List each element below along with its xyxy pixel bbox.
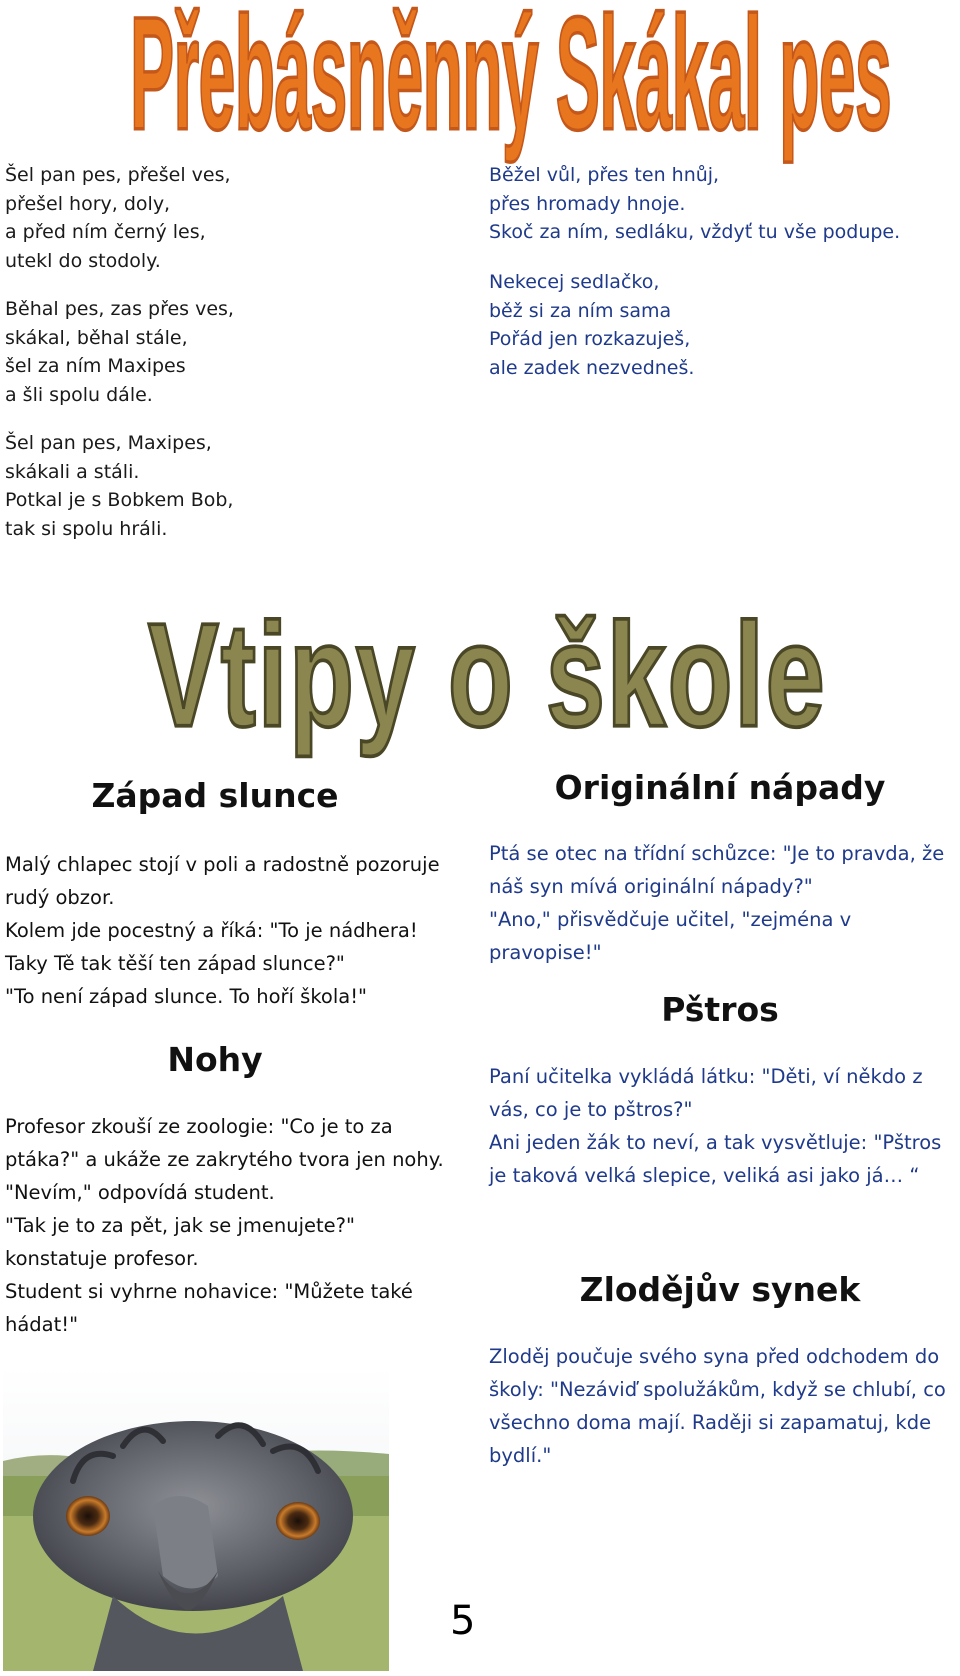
joke-heading-zapad-slunce: Západ slunce (91, 776, 339, 815)
joke-text-nohy: Profesor zkouší ze zoologie: "Co je to za ptáka?" a ukáže ze zakrytého tvora jen nohy. "Nevím," odpovídá student. "Tak je to za pět, jak se jmenujete?" konstatuje profesor. Student si vyhrne nohavice: "Můžete také hádat!" (5, 1115, 444, 1336)
page-number: 5 (450, 1598, 476, 1644)
joke-heading-pstros: Pštros (661, 990, 779, 1029)
joke-text-zlodejuv-synek: Zloděj poučuje svého syna před odchodem do školy: "Nezáviď spolužákům, když se chlubí, co všechno doma mají. Raději si zapamatuj, kde bydlí." (489, 1345, 946, 1467)
joke-heading-zlodejuv-synek: Zlodějův synek (579, 1270, 861, 1309)
poem-title: Přebásněnný Skákal pes (130, 0, 892, 164)
joke-heading-originalni-napady: Originální nápady (554, 768, 886, 807)
ostrich-photo (3, 1366, 389, 1671)
poem-stanza-4: Běžel vůl, přes ten hnůj, přes hromady hnoje. Skoč za ním, sedláku, vždyť tu vše podupe. (489, 164, 901, 243)
joke-text-originalni-napady: Ptá se otec na třídní schůzce: "Je to pravda, že náš syn mívá originální nápady?" "Ano," přisvědčuje učitel, "zejména v pravopise!" (489, 842, 945, 964)
poem-stanza-5: Nekecej sedlačko, běž si za ním sama Pořád jen rozkazuješ, ale zadek nezvedneš. (489, 271, 695, 379)
joke-text-pstros: Paní učitelka vykládá látku: "Děti, ví někdo z vás, co je to pštros?" Ani jeden žák to neví, a tak vysvětluje: "Pštros je taková velká slepice, veliká asi jako já… “ (489, 1065, 942, 1187)
jokes-title: Vtipy o škole (148, 593, 827, 759)
poem-stanza-1: Šel pan pes, přešel ves, přešel hory, doly, a před ním černý les, utekl do stodoly. (5, 164, 231, 272)
joke-text-zapad-slunce: Malý chlapec stojí v poli a radostně pozoruje rudý obzor. Kolem jde pocestný a říká: "To je nádhera! Taky Tě tak těší ten západ slunce?" "To není západ slunce. To hoří škola!" (5, 853, 440, 1008)
poem-stanza-2: Běhal pes, zas přes ves, skákal, běhal stále, šel za ním Maxipes a šli spolu dále. (5, 298, 234, 406)
joke-heading-nohy: Nohy (167, 1040, 263, 1079)
poem-stanza-3: Šel pan pes, Maxipes, skákali a stáli. Potkal je s Bobkem Bob, tak si spolu hráli. (5, 432, 234, 540)
